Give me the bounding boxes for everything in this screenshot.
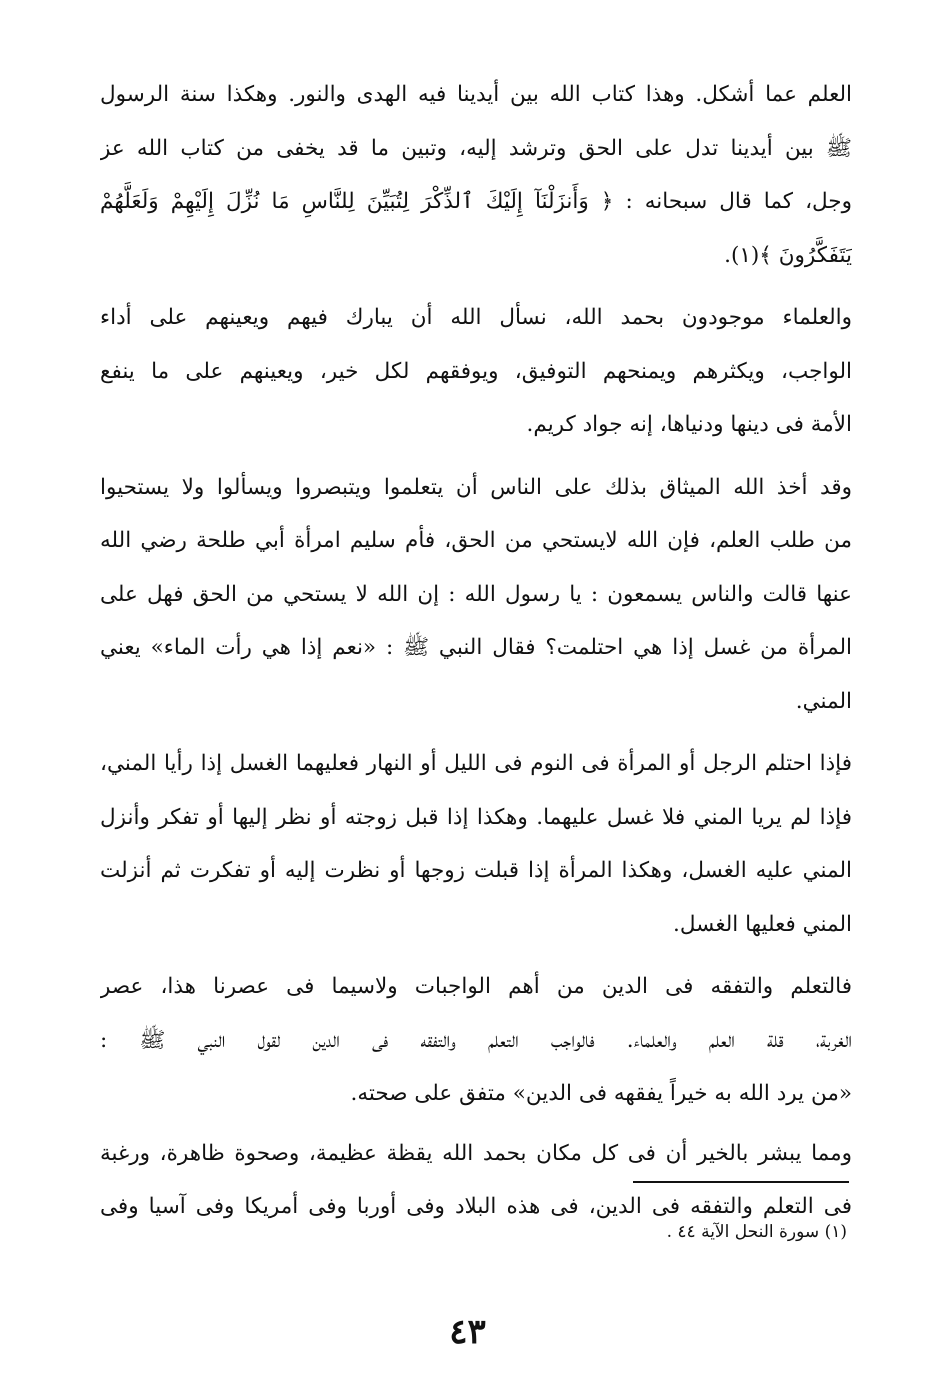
- paragraph-5: [100, 960, 852, 1121]
- text-line: ﷺ بين أيدينا تدل على الحق وترشد إليه، وتبين ما قد يخفى من كتاب الله عز: [100, 135, 852, 161]
- footnote-divider: [633, 1181, 849, 1183]
- text-line: فإذا لم يريا المني فلا غسل عليهما. وهكذا إذا قبل زوجته أو نظر إليها أو تفكر وأنزل: [100, 804, 852, 830]
- text-line: والعلماء موجودون بحمد الله، نسأل الله أن يبارك فيهم ويعينهم على أداء: [100, 305, 852, 330]
- text-line: المرأة من غسل إذا هي احتلمت؟ فقال النبي ﷺ : «نعم إذا هي رأت الماء» يعني: [100, 635, 852, 660]
- text-line: ومما يبشر بالخير أن فى كل مكان بحمد الله يقظة عظيمة، وصحوة ظاهرة، ورغبة: [100, 1140, 852, 1166]
- text-line: المني عليه الغسل، وهكذا المرأة إذا قبلت زوجها أو نظرت إليه أو تفكرت ثم أنزلت: [100, 858, 852, 883]
- quran-verse-line: وجل، كما قال سبحانه : ﴿ وَأَنزَلْنَآ إِلَيْكَ ٱلذِّكْرَ لِتُبَيِّنَ لِلنَّاسِ مَا نُزِّلَ إِلَيْهِمْ وَلَعَلَّهُمْ: [100, 189, 852, 214]
- text-line: فإذا احتلم الرجل أو المرأة فى النوم فى الليل أو النهار فعليهما الغسل إذا رأيا المني،: [100, 751, 852, 776]
- paragraph-1: [100, 68, 852, 282]
- text-line: المني.: [795, 688, 852, 714]
- paragraph-4: [100, 737, 852, 951]
- text-line: عنها قالت والناس يسمعون : يا رسول الله : إن الله لا يستحي من الحق فهل على: [100, 581, 852, 607]
- text-line: وقد أخذ الله الميثاق بذلك على الناس أن يتعلموا ويتبصروا ويسألوا ولا يستحيوا: [100, 474, 852, 500]
- text-line: الغربة، قلة العلم والعلماء. فالواجب التعلم والتفقه فى الدين لقول النبي ﷺ :: [100, 1027, 852, 1053]
- text-line: «من يرد الله به خيراً يفقهه فى الدين» متفق على صحته.: [350, 1081, 852, 1106]
- text-line: فى التعلم والتفقه فى الدين، فى هذه البلاد وفى أوربا وفى أمريكا وفى آسيا وفى: [100, 1194, 852, 1219]
- paragraph-3: [100, 461, 852, 729]
- text-line: من طلب العلم، فإن الله لايستحي من الحق، فأم سليم امرأة أبي طلحة رضي الله: [100, 528, 852, 553]
- footnote: (١) سورة النحل الآية ٤٤ .: [666, 1222, 847, 1242]
- text-line: المني فعليها الغسل.: [673, 911, 852, 937]
- text-line: فالتعلم والتفقه فى الدين من أهم الواجبات ولاسيما فى عصرنا هذا، عصر: [100, 974, 852, 999]
- page-number: ٤٣: [449, 1312, 486, 1352]
- quran-verse-line: يَتَفَكَّرُونَ ﴾(١).: [724, 242, 852, 268]
- paragraph-2: [100, 291, 852, 452]
- body-text: [100, 68, 852, 1243]
- text-line: العلم عما أشكل. وهذا كتاب الله بين أيدينا فيه الهدى والنور. وهكذا سنة الرسول: [100, 82, 852, 107]
- text-line: الأمة فى دينها ودنياها، إنه جواد كريم.: [526, 412, 852, 437]
- text-line: الواجب، ويكثرهم ويمنحهم التوفيق، ويوفقهم لكل خير، ويعينهم على ما ينفع: [100, 358, 852, 384]
